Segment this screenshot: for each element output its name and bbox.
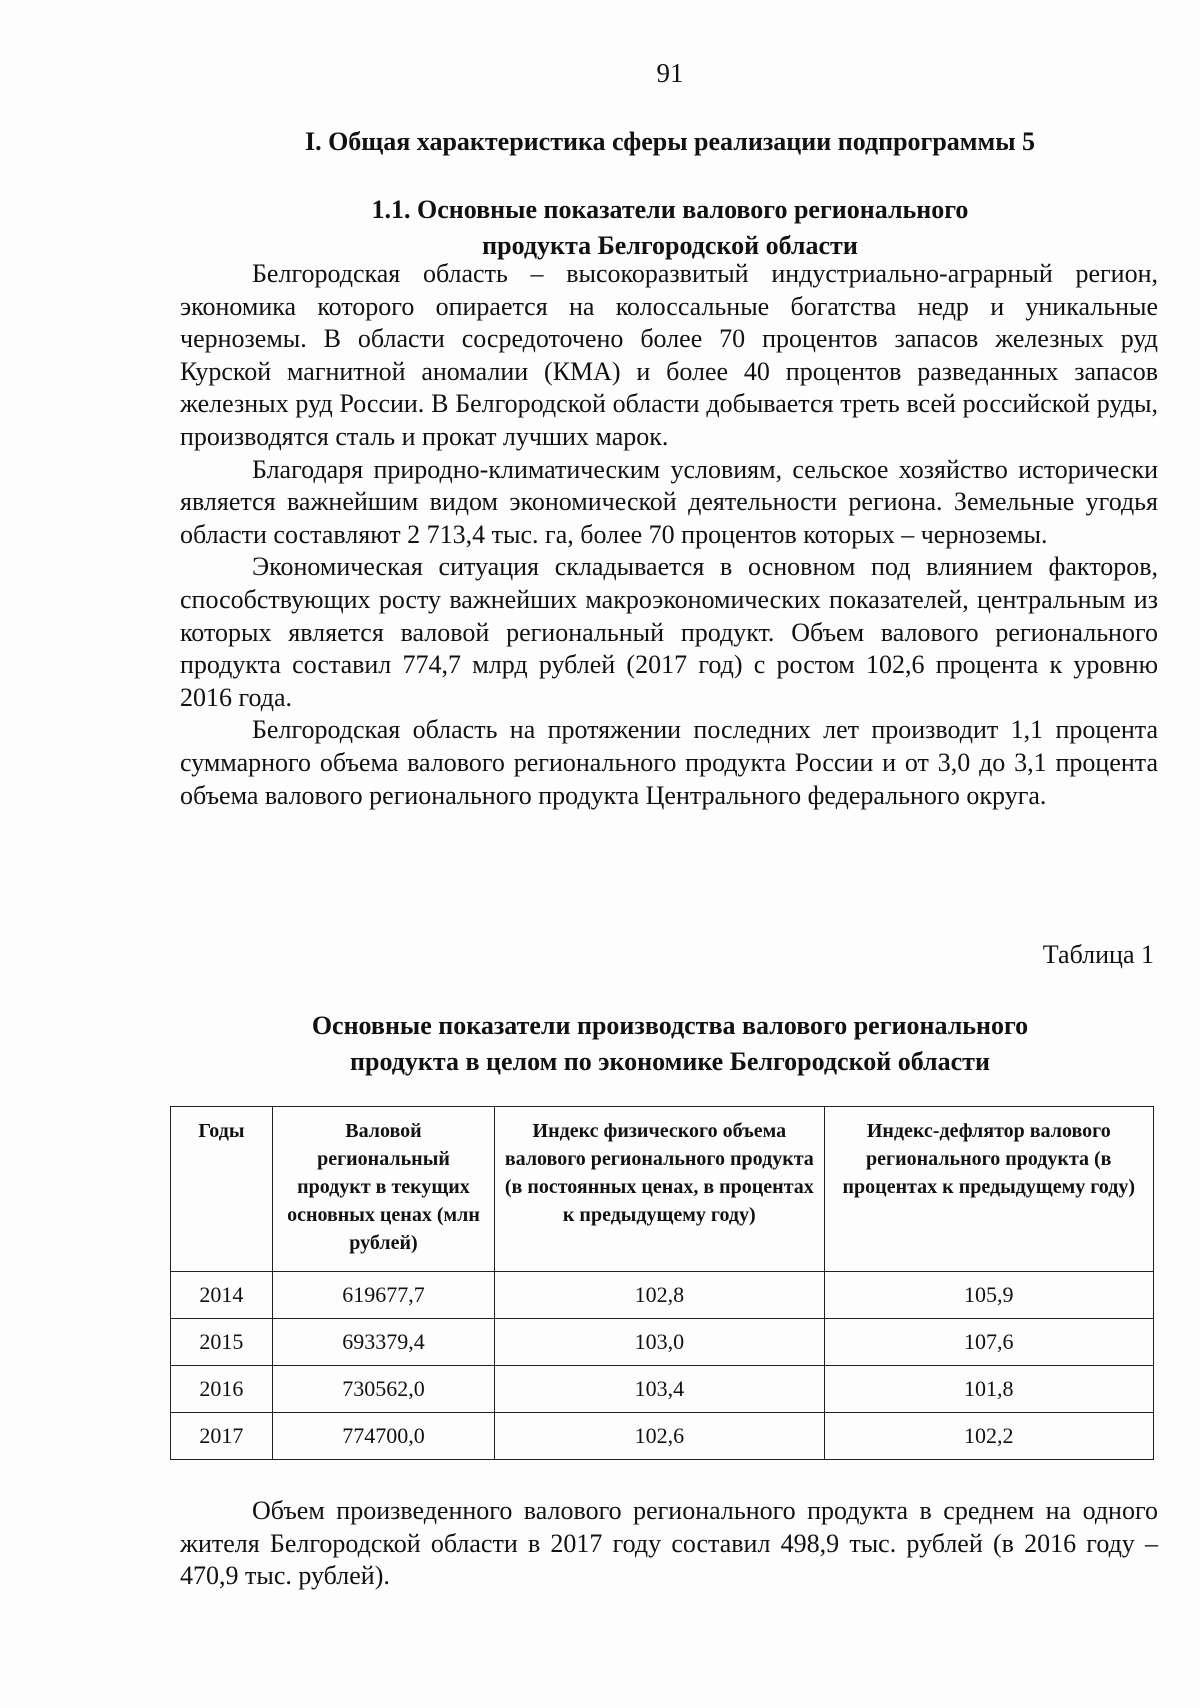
section-heading: I. Общая характеристика сферы реализации подпрограммы 5 xyxy=(304,127,1036,156)
cell-year: 2015 xyxy=(171,1319,273,1366)
subsection-heading xyxy=(0,192,1200,264)
cell-deflator: 107,6 xyxy=(824,1319,1153,1366)
cell-grp: 693379,4 xyxy=(272,1319,494,1366)
table-title-line-1: Основные показатели производства валового регионального xyxy=(311,1011,1029,1040)
closing-text xyxy=(180,1495,1158,1593)
closing-paragraph: Объем произведенного валового регионального продукта в среднем на одного жителя Белгородской области в 2017 году составил 498,9 тыс. рублей (в 2016 году – 470,9 тыс. рублей). xyxy=(180,1496,1158,1591)
cell-year: 2014 xyxy=(171,1272,273,1319)
cell-grp: 730562,0 xyxy=(272,1366,494,1413)
cell-grp: 619677,7 xyxy=(272,1272,494,1319)
header-years: Годы xyxy=(171,1107,273,1272)
cell-year: 2016 xyxy=(171,1366,273,1413)
table-label: Таблица 1 xyxy=(1042,940,1154,969)
cell-deflator: 101,8 xyxy=(824,1366,1153,1413)
paragraph: Белгородская область на протяжении последних лет производит 1,1 процента суммарного объема валового регионального продукта России и от 3,0 до 3,1 процента объема валового регионального продукта Центрального федерального округа. xyxy=(180,715,1158,810)
table-title-line-2: продукта в целом по экономике Белгородской области xyxy=(350,1047,990,1076)
cell-volume-index: 103,0 xyxy=(495,1319,824,1366)
subsection-heading-line-2: продукта Белгородской области xyxy=(482,231,858,260)
header-deflator-index: Индекс-дефлятор валового регионального продукта (в процентах к предыдущему году) xyxy=(824,1107,1153,1272)
cell-year: 2017 xyxy=(171,1413,273,1460)
cell-volume-index: 102,6 xyxy=(495,1413,824,1460)
paragraph: Экономическая ситуация складывается в основном под влиянием факторов, способствующих росту важнейших макроэкономических показателей, центральным из которых является валовой региональный продукт. Объем валового регионального продукта составил 774,7 млрд рублей (2017 год) с ростом 102,6 процента к уровню 2016 года. xyxy=(180,552,1158,712)
paragraph: Благодаря природно-климатическим условиям, сельское хозяйство исторически является важнейшим видом экономической деятельности региона. Земельные угодья области составляют 2 713,4 тыс. га, более 70 процентов которых – черноземы. xyxy=(180,454,1158,549)
header-physical-volume-index: Индекс физического объема валового регионального продукта (в постоянных ценах, в процентах к предыдущему году) xyxy=(495,1107,824,1272)
cell-deflator: 102,2 xyxy=(824,1413,1153,1460)
paragraph: Белгородская область – высокоразвитый индустриально-аграрный регион, экономика которого опирается на колоссальные богатства недр и уникальные черноземы. В области сосредоточено более 70 процентов запасов железных руд Курской магнитной аномалии (КМА) и более 40 процентов разведанных запасов железных руд России. В Белгородской области добывается треть всей российской руды, производятся сталь и прокат лучших марок. xyxy=(180,259,1158,451)
table-row xyxy=(171,1319,1154,1366)
cell-deflator: 105,9 xyxy=(824,1272,1153,1319)
table-row xyxy=(171,1272,1154,1319)
table-row xyxy=(171,1413,1154,1460)
table-row xyxy=(171,1366,1154,1413)
page-number: 91 xyxy=(656,58,684,88)
cell-volume-index: 103,4 xyxy=(495,1366,824,1413)
cell-volume-index: 102,8 xyxy=(495,1272,824,1319)
table-title xyxy=(0,1008,1200,1080)
subsection-heading-line-1: 1.1. Основные показатели валового регионального xyxy=(371,195,969,224)
header-grp-current-prices: Валовой региональный продукт в текущих основных ценах (млн рублей) xyxy=(272,1107,494,1272)
grp-indicators-table xyxy=(170,1106,1154,1460)
table-header-row xyxy=(171,1107,1154,1272)
cell-grp: 774700,0 xyxy=(272,1413,494,1460)
body-text xyxy=(180,258,1158,812)
